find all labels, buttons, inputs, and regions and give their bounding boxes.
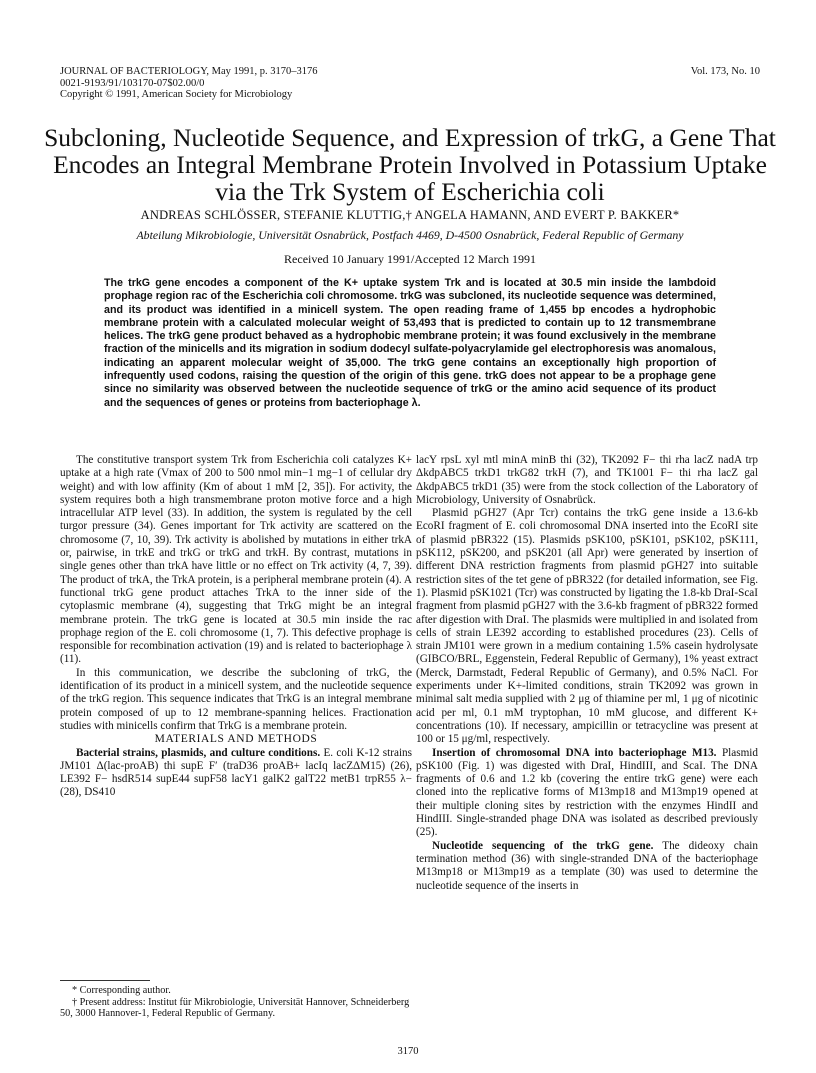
author-list: ANDREAS SCHLÖSSER, STEFANIE KLUTTIG,† ANGELA HAMANN, AND EVERT P. BAKKER* bbox=[140, 208, 680, 222]
sequencing-text: The dideoxy chain termination method (36) with single-stranded DNA of the bacteriophage M13mp18 or M13mp19 as a template (30) was used to determine the nucleotide sequence of the inserts in bbox=[416, 839, 758, 892]
strains-text: E. coli K-12 strains JM101 Δ(lac-proAB) thi supE F′ (traD36 proAB+ lacIq lacZΔM15) (26), LE392 F− hsdR514 supE44 supF58 lacY1 galK2 galT22 metB1 trpR55 λ− (28), DS410 bbox=[60, 746, 413, 799]
footnote-present-address: † Present address: Institut für Mikrobiologie, Universität Hannover, Schneiderberg 50, 3000 Hannover-1, Federal Republic of Germany. bbox=[60, 996, 410, 1020]
footnote-corresponding: * Corresponding author. bbox=[72, 985, 171, 996]
right-column bbox=[416, 454, 758, 893]
footnotes bbox=[60, 985, 412, 1020]
volume-issue: Vol. 173, No. 10 bbox=[690, 66, 760, 77]
insertion-text: Plasmid pSK100 (Fig. 1) was digested with DraI, HindIII, and ScaI. The DNA fragments of 0.6 and 1.2 kb (covering the entire trkG gene) were each cloned into the replicative forms of M13mp18 and M13mp19 opened at their multiple cloning sites by restriction with the enzymes HindII and HindIII. Single-stranded phage DNA was isolated as described previously (25). bbox=[416, 746, 758, 839]
strains-continued: lacY rpsL xyl mtl minA minB thi (32), TK2092 F− thi rha lacZ nadA trp ΔkdpABC5 trkD1 trkG82 trkH (7), and TK1001 F− thi rha lacZ gal ΔkdpABC5 trkD1 (35) were from the stock collection of the Laboratory of Microbiology, University of Osnabrück. bbox=[416, 454, 758, 506]
page-number: 3170 bbox=[397, 1046, 419, 1057]
section-heading-methods: MATERIALS AND METHODS bbox=[154, 733, 318, 746]
left-column bbox=[60, 454, 412, 800]
strains-run-in-heading: Bacterial strains, plasmids, and culture conditions. bbox=[76, 746, 321, 759]
intro-paragraph-1: The constitutive transport system Trk from Escherichia coli catalyzes K+ uptake at a high rate (Vmax of 200 to 500 nmol min−1 mg−1 of cellular dry weight) and with low affinity (Km of about 1 mM [2, 35]). For activity, the system requires both a high transmembrane proton motive force and a high intracellular ATP level (33). In addition, the system is regulated by the cell turgor pressure (34). Genes important for Trk activity are scattered on the chromosome (7, 10, 39). Trk activity is abolished by mutations in either trkA or, pairwise, in trkE and trkG or trkG and trkH. By contrast, mutations in single genes other than trkA have little or no effect on Trk activity (4, 7, 39). The product of trkA, the TrkA protein, is a peripheral membrane protein (4). A functional trkG gene product attaches TrkA to the inner side of the cytoplasmic membrane (4), suggesting that TrkG might be an integral membrane protein. The trkG gene is located at 30.5 min inside the rac prophage region of the E. coli chromosome (1, 7). This defective prophage is responsible for recombination activation (19) and is related to bacteriophage λ (11). bbox=[60, 454, 412, 666]
copyright-line: Copyright © 1991, American Society for Microbiology bbox=[60, 89, 293, 100]
abstract: The trkG gene encodes a component of the K+ uptake system Trk and is located at 30.5 min inside the lambdoid prophage region rac of the Escherichia coli chromosome. trkG was subcloned, its nucleotide sequence was determined, and its product was identified in a minicell system. The open reading frame of 1,455 bp encodes a hydrophobic membrane protein with a calculated molecular weight of 53,493 that is predicted to contain up to 12 transmembrane helices. The trkG gene product behaved as a hydrophobic membrane protein; it was found exclusively in the membrane fraction of the minicells and its migration in sodium dodecyl sulfate-polyacrylamide gel electrophoresis was anomalous, indicating an apparent molecular weight of 35,000. The trkG gene contains an exceptionally high proportion of infrequently used codons, raising the question of the origin of this gene. trkG does not appear to be a prophage gene since no similarity was observed between the nucleotide sequence of trkG or the amino acid sequence of its product and the sequences of genes or proteins from bacteriophage λ. bbox=[104, 277, 716, 409]
affiliation: Abteilung Mikrobiologie, Universität Osnabrück, Postfach 4469, D-4500 Osnabrück, Federal Republic of Germany bbox=[136, 228, 684, 242]
plasmids-paragraph: Plasmid pGH27 (Apr Tcr) contains the trkG gene inside a 13.6-kb EcoRI fragment of E. coli chromosomal DNA inserted into the EcoRI site of plasmid pBR322 (15). Plasmids pSK100, pSK101, pSK102, pSK111, pSK112, pSK200, and pSK201 (all Apr) were generated by insertion of different DNA restriction fragments from plasmid pGH27 into suitable restriction sites of the tet gene of pBR322 (for detailed information, see Fig. 1). Plasmid pSK1021 (Tcr) was constructed by ligating the 1.8-kb DraI-ScaI fragment from plasmid pGH27 with the 3.6-kb fragment of pBR322 formed after digestion with DraI. The plasmids were multiplied in and isolated from cells of strain LE392 according to established procedures (23). Cells of strain JM101 were grown in a medium containing 1.5% casein hydrolysate (GIBCO/BRL, Eggenstein, Federal Republic of Germany), 1% yeast extract (Merck, Darmstadt, Federal Republic of Germany), and 0.5% NaCl. For experiments under K+-limited conditions, strain TK2092 was grown in minimal salt media supplied with 2 μg of thiamine per ml, 1 μg of nicotinic acid per ml, 0.1 mM tryptophan, 10 mM glucose, and different K+ concentrations (10). If necessary, ampicillin or tetracycline was present at 100 or 15 μg/ml, respectively. bbox=[416, 507, 758, 746]
strains-paragraph bbox=[60, 747, 412, 800]
issn-line: 0021-9193/91/103170-07$02.00/0 bbox=[60, 77, 205, 89]
intro-paragraph-2: In this communication, we describe the subcloning of trkG, the identification of its product in a minicell system, and the nucleotide sequence of the trkG region. This sequence indicates that TrkG is an integral membrane protein composed of up to 12 membrane-spanning helices. Fractionation studies with minicells confirm that TrkG is a membrane protein. bbox=[60, 666, 412, 732]
received-dates: Received 10 January 1991/Accepted 12 March 1991 bbox=[284, 252, 536, 266]
journal-line: JOURNAL OF BACTERIOLOGY, May 1991, p. 3170–3176 bbox=[60, 66, 318, 77]
footnote-divider bbox=[60, 980, 150, 981]
sequencing-run-in-heading: Nucleotide sequencing of the trkG gene. bbox=[432, 839, 654, 852]
running-header bbox=[60, 66, 760, 101]
insertion-paragraph bbox=[416, 747, 758, 840]
article-title: Subcloning, Nucleotide Sequence, and Expression of trkG, a Gene That Encodes an Integral Membrane Protein Involved in Potassium Uptake via the Trk System of Escherichia coli bbox=[44, 123, 776, 206]
insertion-run-in-heading: Insertion of chromosomal DNA into bacteriophage M13. bbox=[432, 746, 717, 759]
sequencing-paragraph bbox=[416, 840, 758, 893]
